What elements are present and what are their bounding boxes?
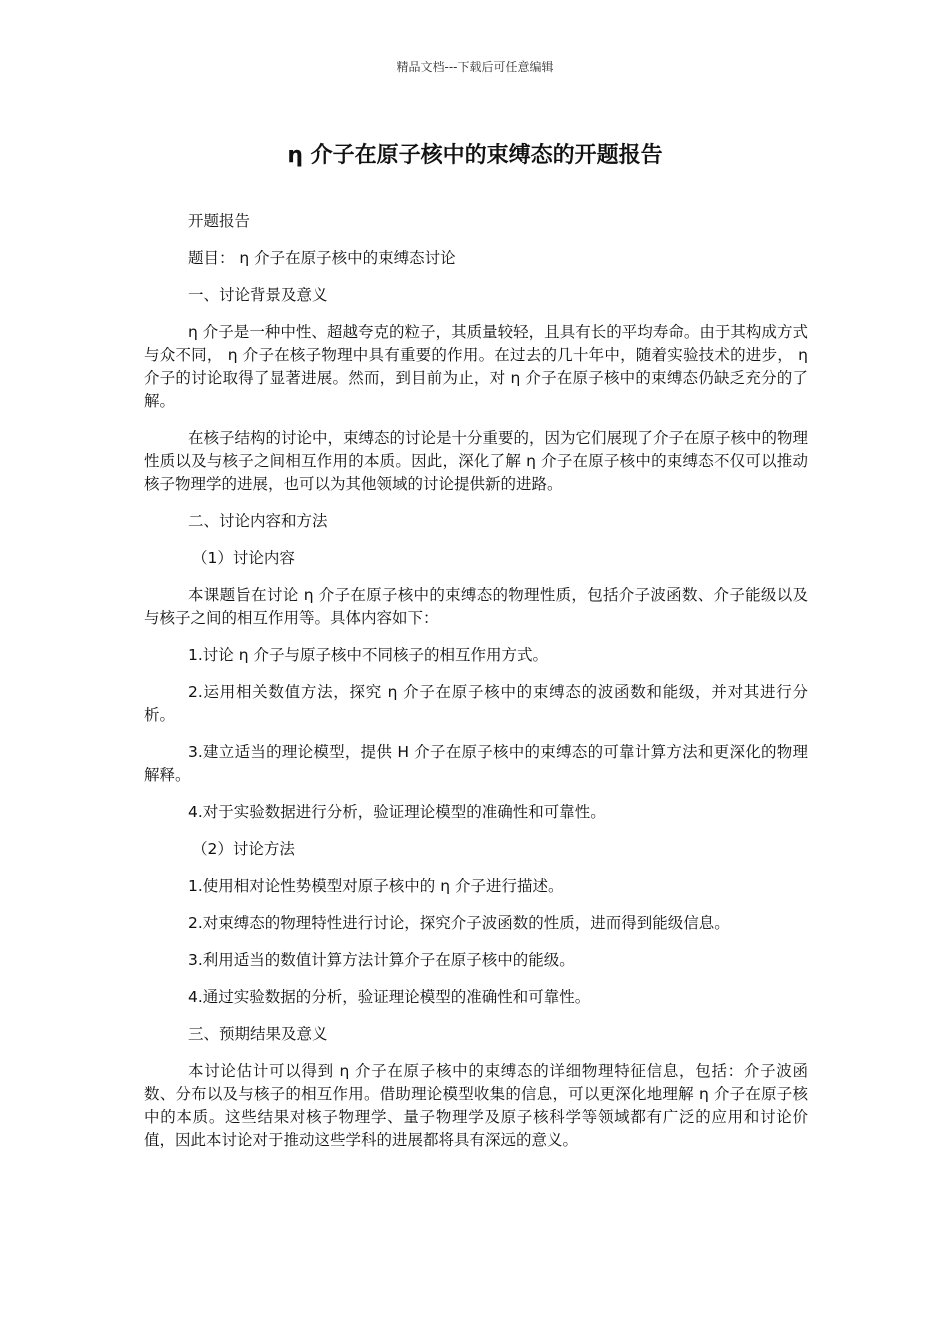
list-item: 1.讨论 η 介子与原子核中不同核子的相互作用方式。 — [188, 646, 548, 664]
section-heading-expected-results: 三、预期结果及意义 — [188, 1025, 328, 1043]
document-body — [144, 210, 808, 1166]
section-heading-background: 一、讨论背景及意义 — [188, 286, 328, 304]
header-note: 精品文档---下载后可任意编辑 — [396, 60, 554, 74]
list-item: 2.对束缚态的物理特性进行讨论，探究介子波函数的性质，进而得到能级信息。 — [188, 914, 730, 932]
paragraph: η 介子是一种中性、超越夸克的粒子，其质量较轻，且具有长的平均寿命。由于其构成方式与众不同， η 介子在核子物理中具有重要的作用。在过去的几十年中，随着实验技术的进步， η 介子的讨论取得了显著进展。然而，到目前为止，对 η 介子在原子核中的束缚态仍缺乏充分的了解。 — [144, 323, 808, 410]
document-title: η 介子在原子核中的束缚态的开题报告 — [287, 143, 663, 168]
report-label: 开题报告 — [188, 212, 251, 230]
topic-line: 题目： η 介子在原子核中的束缚态讨论 — [188, 249, 456, 267]
list-item: 2.运用相关数值方法，探究 η 介子在原子核中的束缚态的波函数和能级，并对其进行分析。 — [144, 683, 808, 724]
list-item: 4.通过实验数据的分析，验证理论模型的准确性和可靠性。 — [188, 988, 591, 1006]
paragraph: 在核子结构的讨论中，束缚态的讨论是十分重要的，因为它们展现了介子在原子核中的物理性质以及与核子之间相互作用的本质。因此，深化了解 η 介子在原子核中的束缚态不仅可以推动核子物理学的进展，也可以为其他领域的讨论提供新的进路。 — [144, 429, 809, 493]
section-heading-content-methods: 二、讨论内容和方法 — [188, 512, 328, 530]
list-item: 3.建立适当的理论模型，提供 Η 介子在原子核中的束缚态的可靠计算方法和更深化的物理解释。 — [144, 743, 808, 784]
list-item: 3.利用适当的数值计算方法计算介子在原子核中的能级。 — [188, 951, 575, 969]
list-item: 1.使用相对论性势模型对原子核中的 η 介子进行描述。 — [188, 877, 564, 895]
paragraph: 本讨论估计可以得到 η 介子在原子核中的束缚态的详细物理特征信息，包括：介子波函数、分布以及与核子的相互作用。借助理论模型收集的信息，可以更深化地理解 η 介子在原子核中的本质。这些结果对核子物理学、量子物理学及原子核科学等领域都有广泛的应用和讨论价值，因此本讨论对于推动这些学科的进展都将具有深远的意义。 — [144, 1062, 808, 1149]
paragraph: 本课题旨在讨论 η 介子在原子核中的束缚态的物理性质，包括介子波函数、介子能级以及与核子之间的相互作用等。具体内容如下： — [144, 586, 808, 627]
subheading-content: （1）讨论内容 — [192, 549, 295, 567]
list-item: 4.对于实验数据进行分析，验证理论模型的准确性和可靠性。 — [188, 803, 606, 821]
subheading-methods: （2）讨论方法 — [192, 840, 295, 858]
